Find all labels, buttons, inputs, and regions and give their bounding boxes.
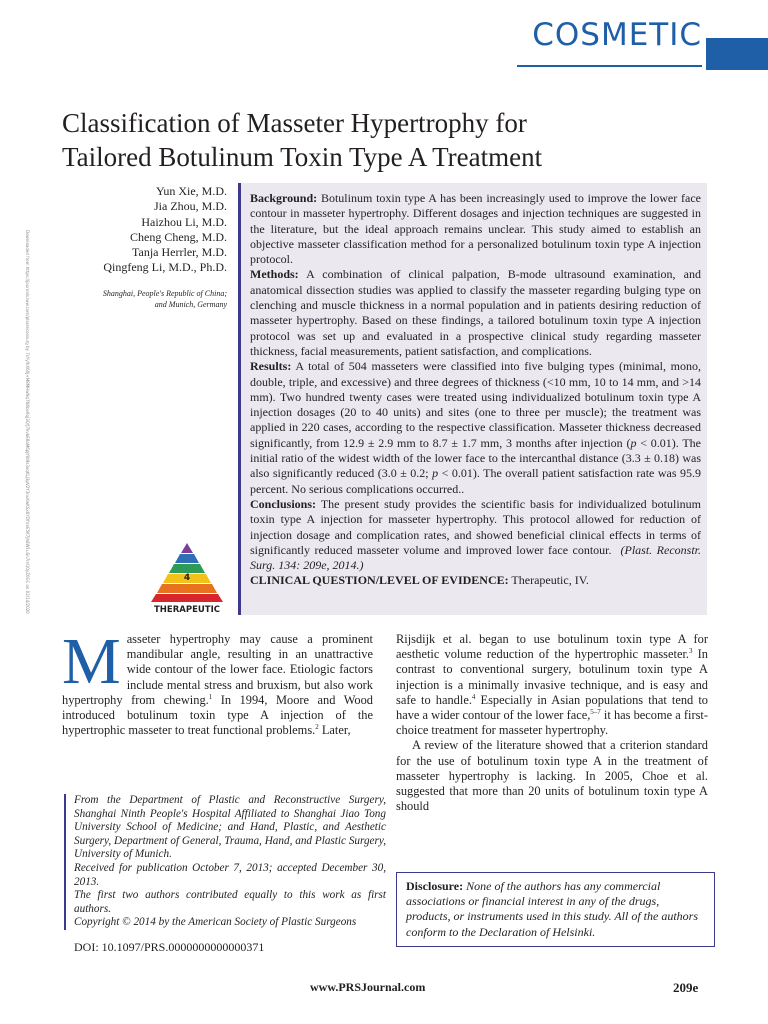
body-text: Especially in Asian populations that tend to have a wider contour of the lower face,: [396, 692, 708, 723]
conclusions-text: The present study provides the scientific basis for individualized botulinum toxin type A injection for masseter hypertrophy. This protocol allowed for reduction of injection dosage and complication rates, and showed beneficial clinical effects in terms of significantly reduced masseter volume and improved lower face contour.: [250, 496, 701, 557]
body-text: Rijsdijk et al. began to use botulinum toxin type A for aesthetic volume reduction of the hypertrophic masseter.: [396, 632, 708, 662]
abstract-results: [250, 359, 701, 497]
results-text: A total of 504 masseters were classified into five bulging types (minimal, mono, double, triple, and excessive) and three degrees of thickness (<10 mm, 10 to 14 mm, and >14 mm). Two hundred twenty cases were treated using individualized botulinum toxin type A injection dosages (20 to 40 units) and sites (one to three per muscle); the treatment was applied in 220 cases, according to the respective classification. Masseter thickness decreased significantly, from 12.9 ± 2.9 mm to 8.7 ± 1.7 mm, 3 months after injection (: [250, 359, 702, 450]
reference-marker: 5–7: [590, 707, 601, 716]
body-text: In 1994, Moore and Wood introduced botulinum toxin type A injection of the hypertrophic masseter to treat functional problems.: [62, 692, 373, 738]
download-note: Downloaded from https://journals.lww.com/plasreconsurg by 7sYyfkX60J+M8MHwNq7N6bv6qJ3QfJ7kvbE8aM6pJY8I9s3oqKLJ3pV2Y3nuKwKSx6YDYdnE5K7Jh8W1uSn7mQ0yZ0G1 on 02/14/2020: [25, 230, 30, 614]
results-text: < 0.01). The initial ratio of the widest width of the lower face to the intercanthal distance (3.3 ± 0.18) was also significantly reduced (3.0 ± 0.2;: [250, 435, 701, 481]
reference-marker: 4: [471, 692, 476, 701]
p-symbol: p: [630, 435, 637, 450]
body-column-left: [62, 625, 373, 738]
evidence-label: CLINICAL QUESTION/LEVEL OF EVIDENCE:: [250, 573, 509, 588]
author-list: [60, 184, 227, 276]
doi[interactable]: DOI: 10.1097/PRS.0000000000000371: [74, 940, 265, 954]
author-affiliation: [60, 288, 227, 310]
section-label: COSMETIC: [532, 17, 702, 53]
body-text: asseter hypertrophy may cause a prominent mandibular angle, resulting in an unattractive wide contour of the lower face. Etiologic factors include mental stress and bruxism, but also work hypertrophy from chewing.: [62, 632, 373, 707]
body-paragraph: [62, 625, 373, 738]
page-number: 209e: [673, 980, 699, 995]
evidence-level-label: THERAPEUTIC: [154, 605, 220, 615]
citation: (Plast. Reconstr. Surg. 134: 209e, 2014.): [250, 542, 702, 573]
title-line-2: Tailored Botulinum Toxin Type A Treatment: [62, 142, 543, 172]
footnote-copyright: Copyright © 2014 by the American Society of Plastic Surgeons: [74, 916, 357, 929]
body-paragraph: [396, 632, 708, 738]
affiliation-line: and Munich, Germany: [154, 300, 227, 309]
evidence-level-number: 4: [183, 573, 191, 583]
author: Haizhou Li, M.D.: [141, 214, 227, 229]
section-color-block: [706, 38, 768, 70]
results-label: Results:: [250, 359, 292, 374]
evidence-value: Therapeutic, IV.: [511, 573, 589, 588]
drop-cap: M: [62, 625, 121, 698]
background-text: Botulinum toxin type A has been increasingly used to improve the lower face contour in masseter hypertrophy. Different dosages and injection techniques are suggested in the literature, but the ideal approach remains unclear. This study aimed to establish an objective masseter classification method for a personalized botulinum toxin type A injection protocol.: [250, 191, 701, 267]
abstract-rule: [238, 183, 241, 615]
footnote-equal-contribution: The first two authors contributed equally to this work as first authors.: [74, 889, 386, 915]
pyramid-tier-blue: [175, 554, 199, 563]
abstract: [250, 191, 701, 589]
pyramid-tier-green: [169, 564, 205, 573]
affiliation-line: Shanghai, People's Republic of China;: [102, 289, 227, 298]
disclosure-label: Disclosure:: [406, 879, 464, 893]
reference-marker: 3: [688, 647, 693, 656]
footnote-affiliation: From the Department of Plastic and Reconstructive Surgery, Shanghai Ninth People's Hospital Affiliated to Shanghai Jiao Tong University School of Medicine; and Hand, Plastic, and Aesthetic Surgery, Department of General, Trauma, Hand, and Plastic Surgery, University of Munich.: [74, 794, 386, 861]
pyramid-tier-orange: [157, 584, 217, 593]
disclosure-text: None of the authors has any commercial associations or financial interest in any of the drugs, products, or instruments used in this study. All of the authors conform to the Declaration of Helsinki.: [406, 879, 699, 939]
article-footnote: [64, 794, 386, 930]
author: Cheng Cheng, M.D.: [130, 229, 227, 244]
abstract-methods: [250, 267, 701, 359]
methods-label: Methods:: [250, 267, 299, 282]
evidence-pyramid-icon: [150, 540, 225, 615]
body-text: it has become a first-choice treatment for masseter hypertrophy.: [396, 708, 708, 738]
background-label: Background:: [250, 191, 318, 205]
download-watermark: [24, 230, 30, 790]
section-rule: [517, 65, 702, 67]
body-text: In contrast to conventional surgery, botulinum toxin type A injection is a minimally invasive technique, and is easy and safe to handle.: [396, 647, 708, 707]
author: Yun Xie, M.D.: [156, 184, 227, 198]
body-text: Later,: [318, 723, 351, 738]
body-column-right: [396, 632, 708, 814]
pyramid-tier-red: [151, 594, 223, 602]
author: Tanja Herrler, M.D.: [132, 245, 227, 260]
body-paragraph: A review of the literature showed that a criterion standard for the use of botulinum toxin type A in the treatment of masseter hypertrophy is lacking. In 2005, Choe et al. suggested that more than 20 units of botulinum toxin type A should: [396, 738, 708, 814]
conclusions-label: Conclusions:: [250, 496, 317, 511]
article-title: [62, 106, 742, 174]
journal-url[interactable]: www.PRSJournal.com: [310, 980, 426, 994]
reference-marker: 2: [315, 723, 319, 732]
p-symbol: p: [432, 466, 439, 481]
author: Jia Zhou, M.D.: [154, 199, 227, 214]
footnote-received: Received for publication October 7, 2013; accepted December 30, 2013.: [74, 861, 386, 888]
reference-marker: 1: [208, 692, 213, 701]
disclosure-box: [396, 872, 715, 947]
abstract-background: [250, 191, 701, 267]
methods-text: A combination of clinical palpation, B-mode ultrasound examination, and anatomical dissection studies was applied to classify the masseter regarding bulging type on clenching and muscle thickness in a normal population and in patients desiring reduction of masseter hypertrophy. Based on these findings, a tailored botulinum toxin type A injection protocol was set up and evaluated in a prospective clinical study regarding masseter thickness, facial measurements, patient satisfaction, and complications.: [250, 267, 702, 358]
abstract-conclusions: [250, 497, 701, 573]
title-line-1: Classification of Masseter Hypertrophy for: [62, 108, 527, 138]
author: Qingfeng Li, M.D., Ph.D.: [103, 260, 227, 275]
pyramid-tier-purple: [181, 543, 193, 553]
abstract-evidence: [250, 573, 701, 588]
results-text: < 0.01). The overall patient satisfaction rate was 95.9 percent. No serious complications occurred..: [250, 466, 701, 496]
